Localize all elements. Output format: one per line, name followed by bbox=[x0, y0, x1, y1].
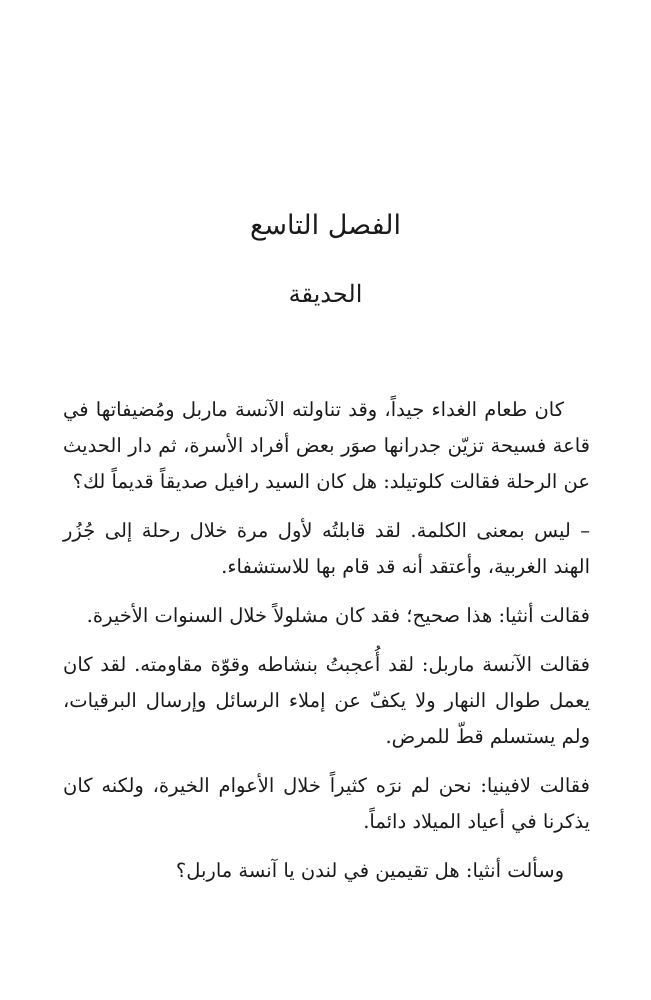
paragraph: وسألت أنثيا: هل تقيمين في لندن يا آنسة ماربل؟ bbox=[175, 859, 564, 882]
paragraph: فقالت لافينيا: نحن لم نرَه كثيراً خلال الأعوام الخيرة، ولكنه كان يذكرنا في أعياد الميلاد دائماً. bbox=[63, 774, 590, 833]
paragraph: – ليس بمعنى الكلمة. لقد قابلتُه لأول مرة خلال رحلة إلى جُزُر الهند الغربية، وأعتقد أنه قد قام بها للاستشفاء. bbox=[63, 519, 590, 578]
paragraph: كان طعام الغداء جيداً، وقد تناولته الآنسة ماربل ومُضيفاتها في قاعة فسيحة تزيّن جدرانها صوَر بعض أفراد الأسرة، ثم دار الحديث عن الرحلة فقالت كلوتيلد: هل كان السيد رافيل صديقاً قديماً لك؟ bbox=[63, 398, 590, 493]
chapter-body bbox=[63, 392, 590, 902]
paragraph: فقالت الآنسة ماربل: لقد أُعجبتُ بنشاطه وقوّة مقاومته. لقد كان يعمل طوال النهار ولا يكفّ عن إملاء الرسائل وإرسال البرقيات، ولم يستسلم قطّ للمرض. bbox=[63, 653, 590, 748]
paragraph: فقالت أنثيا: هذا صحيح؛ فقد كان مشلولاً خلال السنوات الأخيرة. bbox=[86, 604, 590, 627]
chapter-title: الفصل التاسع bbox=[250, 210, 401, 241]
chapter-subtitle: الحديقة bbox=[288, 280, 363, 308]
